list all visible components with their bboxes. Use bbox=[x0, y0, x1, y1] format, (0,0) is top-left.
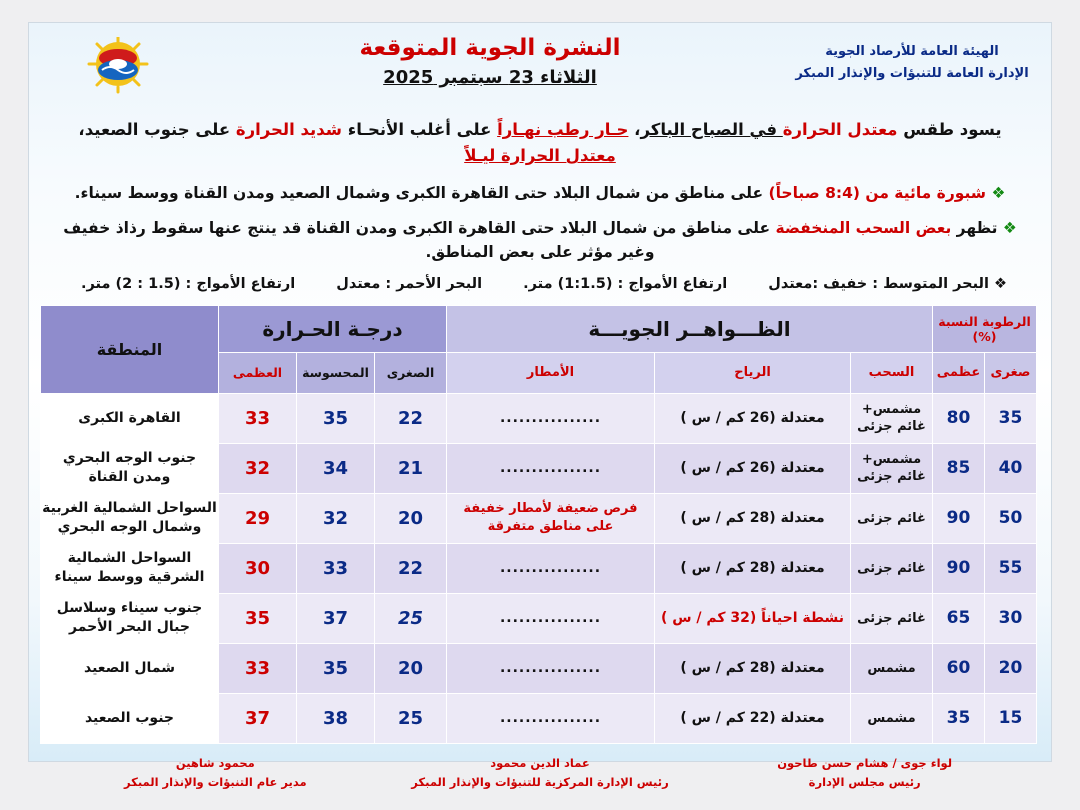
column-header-humidity-min: صغرى bbox=[985, 352, 1037, 393]
table-row bbox=[40, 493, 1036, 543]
summary-part-9: معتدل الحرارة ليـلاً bbox=[464, 146, 616, 166]
sea-mediterranean-label: البحر المتوسط : خفيف :معتدل bbox=[768, 275, 989, 292]
cell-humidity-max: 65 bbox=[933, 593, 985, 643]
bullet-fog bbox=[51, 181, 1029, 205]
summary-part-8: على جنوب الصعيد، bbox=[78, 120, 236, 139]
page-title: النشرة الجوية المتوقعة bbox=[359, 35, 621, 61]
table-row bbox=[40, 393, 1036, 443]
footer-center-name: عماد الدين محمود bbox=[490, 755, 590, 770]
cell-temp-min: 21 bbox=[375, 443, 447, 493]
cell-humidity-max: 60 bbox=[933, 643, 985, 693]
summary-part-6: على أغلب الأنحـاء bbox=[342, 120, 498, 139]
sea-red-waves: ارتفاع الأمواج : (1.5 : 2) متر. bbox=[81, 275, 296, 292]
cell-humidity-min: 55 bbox=[985, 543, 1037, 593]
cell-wind: معتدلة (22 كم / س ) bbox=[655, 693, 851, 743]
cell-temp-felt: 33 bbox=[297, 543, 375, 593]
cell-temp-max: 33 bbox=[218, 643, 296, 693]
cell-temp-min: 25 bbox=[375, 593, 447, 643]
footer-right-name: محمود شاهين bbox=[175, 755, 255, 770]
cell-rain: ................ bbox=[447, 643, 655, 693]
summary-part-2: معتدل الحرارة bbox=[782, 120, 898, 139]
column-header-humidity-max: عظمى bbox=[933, 352, 985, 393]
column-header-temp-felt: المحسوسة bbox=[297, 352, 375, 393]
cell-region: جنوب سيناء وسلاسل جبال البحر الأحمر bbox=[40, 593, 218, 643]
cell-clouds: غائم جزئى bbox=[851, 493, 933, 543]
cell-temp-min: 25 bbox=[375, 693, 447, 743]
cell-humidity-min: 35 bbox=[985, 393, 1037, 443]
bullet-star-icon: ❖ bbox=[986, 183, 1006, 202]
cell-temp-max: 32 bbox=[218, 443, 296, 493]
cell-region: السواحل الشمالية الغربية وشمال الوجه البحري bbox=[40, 493, 218, 543]
group-header-phenomena: الظـــواهــر الجويـــة bbox=[447, 305, 933, 352]
summary-part-3: في الصباح الباكر bbox=[640, 120, 783, 139]
cell-rain: ................ bbox=[447, 593, 655, 643]
cell-clouds: مشمس+ غائم جزئى bbox=[851, 443, 933, 493]
footer-left-title: رئيس مجلس الإدارة bbox=[808, 775, 921, 790]
cell-temp-min: 22 bbox=[375, 543, 447, 593]
cell-rain: ................ bbox=[447, 693, 655, 743]
cell-humidity-max: 35 bbox=[933, 693, 985, 743]
bullet-clouds-highlight: بعض السحب المنخفضة bbox=[775, 218, 952, 237]
summary-line bbox=[51, 117, 1029, 170]
cell-humidity-max: 80 bbox=[933, 393, 985, 443]
cell-clouds: مشمس bbox=[851, 693, 933, 743]
cell-temp-felt: 35 bbox=[297, 643, 375, 693]
cell-humidity-min: 40 bbox=[985, 443, 1037, 493]
footer-signature-left bbox=[702, 754, 1027, 793]
sea-mediterranean-waves: ارتفاع الأمواج : (1:1.5) متر. bbox=[523, 275, 728, 292]
summary-part-1: يسود طقس bbox=[897, 120, 1002, 139]
summary-part-5: حـار رطب نهـاراً bbox=[497, 120, 629, 139]
cell-temp-max: 33 bbox=[218, 393, 296, 443]
cell-temp-felt: 37 bbox=[297, 593, 375, 643]
bullet-star-icon: ❖ bbox=[997, 218, 1017, 237]
table-row bbox=[40, 693, 1036, 743]
organization-line-1: الهيئة العامة للأرصاد الجوية bbox=[825, 44, 999, 59]
cell-temp-felt: 35 bbox=[297, 393, 375, 443]
sea-conditions-line bbox=[51, 276, 1029, 292]
cell-temp-min: 20 bbox=[375, 643, 447, 693]
column-header-temp-max: العظمى bbox=[218, 352, 296, 393]
forecast-table bbox=[40, 305, 1037, 744]
cell-region: جنوب الصعيد bbox=[40, 693, 218, 743]
cell-rain: ................ bbox=[447, 393, 655, 443]
column-header-temp-min: الصغرى bbox=[375, 352, 447, 393]
cell-temp-max: 30 bbox=[218, 543, 296, 593]
table-group-header-row bbox=[40, 305, 1036, 352]
narrative-section bbox=[43, 107, 1037, 292]
table-row bbox=[40, 543, 1036, 593]
cell-wind: معتدلة (26 كم / س ) bbox=[655, 443, 851, 493]
cell-temp-felt: 32 bbox=[297, 493, 375, 543]
cell-clouds: مشمس+ غائم جزئى bbox=[851, 393, 933, 443]
footer-center-title: رئيس الإدارة المركزية للتنبؤات والإنذار المبكر bbox=[411, 775, 669, 790]
group-header-temperature: درجـة الحـرارة bbox=[218, 305, 446, 352]
cell-region: جنوب الوجه البحري ومدن القناة bbox=[40, 443, 218, 493]
cell-temp-min: 20 bbox=[375, 493, 447, 543]
cell-clouds: مشمس bbox=[851, 643, 933, 693]
cell-wind: معتدلة (26 كم / س ) bbox=[655, 393, 851, 443]
cell-wind: نشطة احياناً (32 كم / س ) bbox=[655, 593, 851, 643]
bulletin-header bbox=[43, 23, 1037, 107]
cell-humidity-min: 50 bbox=[985, 493, 1037, 543]
cell-temp-felt: 38 bbox=[297, 693, 375, 743]
cell-humidity-max: 90 bbox=[933, 543, 985, 593]
cell-temp-min: 22 bbox=[375, 393, 447, 443]
table-row bbox=[40, 593, 1036, 643]
cell-humidity-min: 20 bbox=[985, 643, 1037, 693]
forecast-table-body bbox=[40, 393, 1036, 743]
group-header-humidity: الرطوبة النسبة (%) bbox=[933, 305, 1037, 352]
logo-container bbox=[43, 35, 193, 95]
cell-temp-max: 37 bbox=[218, 693, 296, 743]
footer-signature-center bbox=[378, 754, 703, 793]
column-header-clouds: السحب bbox=[851, 352, 933, 393]
bullet-clouds-text-2: على مناطق من شمال البلاد حتى القاهرة الكبرى ومدن القناة قد ينتج عنها سقوط رذاذ خفيف وغير مؤثر على بعض المناطق. bbox=[63, 218, 776, 261]
cell-wind: معتدلة (28 كم / س ) bbox=[655, 643, 851, 693]
column-header-wind: الرياح bbox=[655, 352, 851, 393]
bullet-fog-text: على مناطق من شمال البلاد حتى القاهرة الكبرى وشمال الصعيد ومدن القناة ووسط سيناء. bbox=[74, 183, 769, 202]
cell-humidity-max: 85 bbox=[933, 443, 985, 493]
cell-humidity-min: 15 bbox=[985, 693, 1037, 743]
bulletin-date: الثلاثاء 23 سبتمبر 2025 bbox=[383, 67, 597, 88]
cell-temp-max: 35 bbox=[218, 593, 296, 643]
cell-region: السواحل الشمالية الشرقية ووسط سيناء bbox=[40, 543, 218, 593]
summary-part-7: شديد الحرارة bbox=[235, 120, 343, 139]
cell-humidity-max: 90 bbox=[933, 493, 985, 543]
sea-mediterranean bbox=[768, 276, 1007, 292]
bullet-fog-highlight: شبورة مائية من (8:4 صباحاً) bbox=[768, 183, 987, 202]
organization-line-2: الإدارة العامة للتنبؤات والإنذار المبكر bbox=[795, 66, 1029, 82]
authority-logo-icon bbox=[87, 37, 149, 95]
bulletin-footer bbox=[43, 754, 1037, 793]
footer-right-title: مدير عام التنبؤات والإنذار المبكر bbox=[124, 775, 307, 790]
cell-rain: فرص ضعيفة لأمطار خفيفة على مناطق متفرقة bbox=[447, 493, 655, 543]
column-header-region: المنطقة bbox=[40, 305, 218, 393]
footer-left-name: لواء جوى / هشام حسن طاحون bbox=[777, 755, 953, 770]
sea-red: البحر الأحمر : معتدل bbox=[336, 275, 483, 292]
cell-wind: معتدلة (28 كم / س ) bbox=[655, 493, 851, 543]
cell-humidity-min: 30 bbox=[985, 593, 1037, 643]
cell-clouds: غائم جزئى bbox=[851, 593, 933, 643]
organization-block bbox=[787, 35, 1037, 85]
title-block bbox=[193, 35, 787, 88]
footer-signature-right bbox=[53, 754, 378, 793]
summary-part-4: ، bbox=[628, 120, 641, 139]
cell-rain: ................ bbox=[447, 543, 655, 593]
cell-wind: معتدلة (28 كم / س ) bbox=[655, 543, 851, 593]
table-row bbox=[40, 643, 1036, 693]
cell-clouds: غائم جزئى bbox=[851, 543, 933, 593]
cell-temp-max: 29 bbox=[218, 493, 296, 543]
column-header-rain: الأمطار bbox=[447, 352, 655, 393]
table-row bbox=[40, 443, 1036, 493]
bullet-star-icon: ❖ bbox=[988, 275, 1007, 292]
cell-region: القاهرة الكبرى bbox=[40, 393, 218, 443]
bullet-clouds-text-1: تظهر bbox=[951, 218, 998, 237]
bulletin-sheet bbox=[28, 22, 1052, 790]
cell-region: شمال الصعيد bbox=[40, 643, 218, 693]
cell-temp-felt: 34 bbox=[297, 443, 375, 493]
bullet-clouds bbox=[51, 216, 1029, 264]
cell-rain: ................ bbox=[447, 443, 655, 493]
